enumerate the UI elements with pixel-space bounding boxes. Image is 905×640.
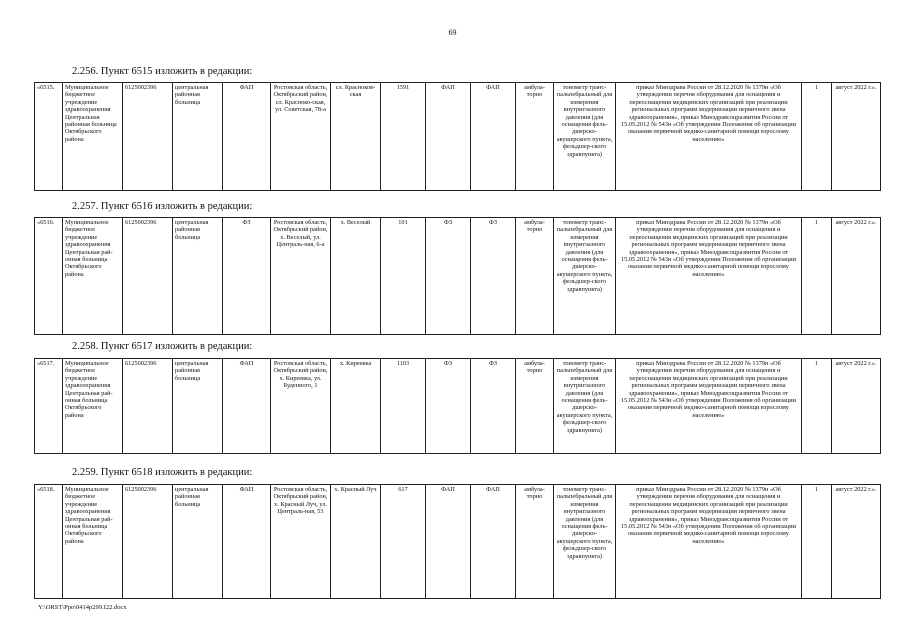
cell-inn: 6125002396 <box>123 485 173 599</box>
cell-address: Ростовская область, Октябрьский район, х. Киреевка, ул. Буденного, 1 <box>271 359 331 454</box>
cell-basis: приказ Минздрава России от 28.12.2020 № 1379н «Об утверждении перечня оборудования для оснащения и переоснащения медицинских организаций при реализации региональных программ модернизации первичного звена здравоохранения», приказ Минздравсоцразвития России от 15.05.2012 № 543н «Об утверждении Положения об организации оказания первичной медико-санитарной помощи взрослому населению» <box>616 359 802 454</box>
cell-unit: ФЗ <box>223 218 271 335</box>
cell-organization: Муниципальное бюджетное учреждение здравоохранения Центральная районная больница Октябрьского района <box>63 83 123 191</box>
section-heading-6515: 2.256. Пункт 6515 изложить в редакции: <box>72 66 253 77</box>
cell-number: «6517. <box>35 359 63 454</box>
cell-settlement: х. Киреевка <box>331 359 381 454</box>
cell-number: «6518. <box>35 485 63 599</box>
cell-inn: 6125002396 <box>123 218 173 335</box>
section-heading-6518: 2.259. Пункт 6518 изложить в редакции: <box>72 467 253 478</box>
table-row <box>35 83 881 191</box>
registry-table-6517 <box>34 358 881 454</box>
cell-address: Ростовская область, Октябрьский район, х. Веселый, ул. Централь-ная, 6-а <box>271 218 331 335</box>
cell-org-type: центральная районная больница <box>173 218 223 335</box>
cell-quantity: 1 <box>802 218 832 335</box>
cell-equipment: тонометр транс-пальпебральный для измерения внутриглазного давления (для оснащения фель-дшерско-акушерского пункта, фельдшер-ского здравпункта) <box>554 485 616 599</box>
cell-settlement: х. Веселый <box>331 218 381 335</box>
cell-org-type: центральная районная больница <box>173 485 223 599</box>
cell-org-type: центральная районная больница <box>173 359 223 454</box>
section-heading-6517: 2.258. Пункт 6517 изложить в редакции: <box>72 341 253 352</box>
cell-basis: приказ Минздрава России от 28.12.2020 № 1379н «Об утверждении перечня оборудования для оснащения и переоснащения медицинских организаций при реализации региональных программ модернизации первичного звена здравоохранения», приказ Минздравсоцразвития России от 15.05.2012 № 543н «Об утверждении Положения об организации оказания первичной медико-санитарной помощи взрослому населению» <box>616 218 802 335</box>
cell-new-type: ФАП <box>471 83 516 191</box>
cell-equipment: тонометр транс-пальпебральный для измерения внутриглазного давления (для оснащения фель-дшерско-акушерского пункта, фельдшер-ского здравпункта) <box>554 83 616 191</box>
table-row <box>35 485 881 599</box>
cell-current-type: ФЗ <box>426 359 471 454</box>
cell-population: 101 <box>381 218 426 335</box>
table-row <box>35 218 881 335</box>
cell-mode: амбула-торно <box>516 485 554 599</box>
cell-quantity: 1 <box>802 83 832 191</box>
cell-current-type: ФАП <box>426 83 471 191</box>
registry-table-6516 <box>34 217 881 335</box>
section-heading-6516: 2.257. Пункт 6516 изложить в редакции: <box>72 201 253 212</box>
cell-equipment: тонометр транс-пальпебральный для измерения внутриглазного давления (для оснащения фель-дшерско-акушерского пункта, фельдшер-ского здравпункта) <box>554 359 616 454</box>
cell-number: «6515. <box>35 83 63 191</box>
cell-population: 617 <box>381 485 426 599</box>
cell-mode: амбула-торно <box>516 359 554 454</box>
cell-mode: амбула-торно <box>516 83 554 191</box>
cell-basis: приказ Минздрава России от 28.12.2020 № 1379н «Об утверждении перечня оборудования для оснащения и переоснащения медицинских организаций при реализации региональных программ модернизации первичного звена здравоохранения», приказ Минздравсоцразвития России от 15.05.2012 № 543н «Об утверждении Положения об организации оказания первичной медико-санитарной помощи взрослому населению» <box>616 83 802 191</box>
cell-date: август 2022 г.». <box>832 83 881 191</box>
cell-unit: ФАП <box>223 83 271 191</box>
cell-date: август 2022 г.». <box>832 218 881 335</box>
cell-quantity: 1 <box>802 485 832 599</box>
table-row <box>35 359 881 454</box>
cell-new-type: ФАП <box>471 485 516 599</box>
cell-address: Ростовская область, Октябрьский район, сл. Красноко-ская, ул. Советская, 78-а <box>271 83 331 191</box>
cell-settlement: х. Красный Луч <box>331 485 381 599</box>
cell-population: 1591 <box>381 83 426 191</box>
cell-current-type: ФАП <box>426 485 471 599</box>
cell-org-type: центральная районная больница <box>173 83 223 191</box>
cell-organization: Муниципальное бюджетное учреждение здравоохранения Центральная рай-онная больница Октябрьского района <box>63 485 123 599</box>
cell-current-type: ФЗ <box>426 218 471 335</box>
registry-table-6518 <box>34 484 881 599</box>
cell-unit: ФАП <box>223 485 271 599</box>
cell-mode: амбула-торно <box>516 218 554 335</box>
cell-new-type: ФЗ <box>471 359 516 454</box>
file-path-footer: Y:\ORST\Ppo\0414p299.f22.docx <box>38 604 127 611</box>
page-number: 69 <box>448 28 457 37</box>
cell-organization: Муниципальное бюджетное учреждение здравоохранения Центральная рай-онная больница Октябрьского района <box>63 359 123 454</box>
cell-date: август 2022 г.». <box>832 359 881 454</box>
cell-equipment: тонометр транс-пальпебральный для измерения внутриглазного давления (для оснащения фель-дшерско-акушерского пункта, фельдшер-ского здравпункта) <box>554 218 616 335</box>
cell-inn: 6125002396 <box>123 83 173 191</box>
cell-new-type: ФЗ <box>471 218 516 335</box>
cell-address: Ростовская область, Октябрьский район, х. Красный Луч, ул. Централь-ная, 53 <box>271 485 331 599</box>
cell-inn: 6125002396 <box>123 359 173 454</box>
cell-quantity: 1 <box>802 359 832 454</box>
cell-settlement: сл. Красноков-ская <box>331 83 381 191</box>
cell-basis: приказ Минздрава России от 28.12.2020 № 1379н «Об утверждении перечня оборудования для оснащения и переоснащения медицинских организаций при реализации региональных программ модернизации первичного звена здравоохранения», приказ Минздравсоцразвития России от 15.05.2012 № 543н «Об утверждении Положения об организации оказания первичной медико-санитарной помощи взрослому населению» <box>616 485 802 599</box>
cell-population: 1103 <box>381 359 426 454</box>
cell-unit: ФАП <box>223 359 271 454</box>
cell-number: «6516. <box>35 218 63 335</box>
cell-organization: Муниципальное бюджетное учреждение здравоохранения Центральная рай-онная больница Октябрьского района <box>63 218 123 335</box>
cell-date: август 2022 г.». <box>832 485 881 599</box>
registry-table-6515 <box>34 82 881 191</box>
